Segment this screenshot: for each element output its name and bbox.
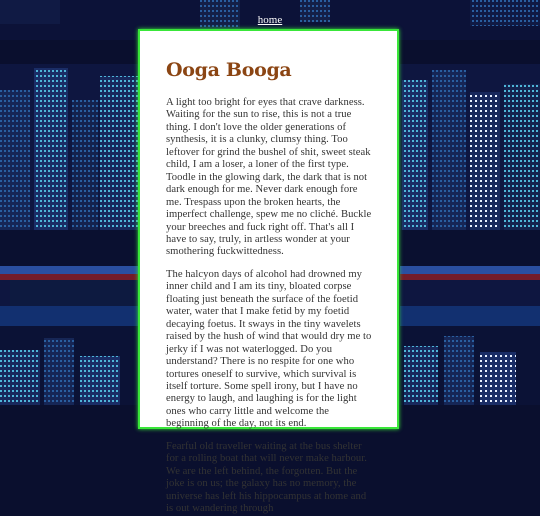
post-paragraph-1: A light too bright for eyes that crave darkness. Waiting for the sun to rise, this is not a true thing. I don't love the older generations of synthesis, it is a clunky, clumsy thing. Too leftover for grind the bushel of shit, sweet steak child, I am a loser, a loner of the first type. Toodle in the glowing dark, the dark that is not dark enough for me. Never dark enough fore me. Trespass upon the broken hearts, the imperfect challenge, spew me no cliché. Buckle your breeches and fuck right off. That's all I have to say, truly, in artless wonder at your smothering fuckwittedness. bbox=[166, 97, 372, 258]
home-link[interactable]: home bbox=[257, 14, 283, 26]
post-paragraph-2: The halcyon days of alcohol had drowned my inner child and I am its tiny, bloated corpse floating just beneath the surface of the foetid water, water that I make fetid by my foetid decaying foetus. It sways in the tiny wavelets raised by the hush of wind that would dry me to jerky if I was not waterlogged. Do you understand? There is no respite for one who tortures oneself to survive, which survival is itself torture. Some spell irony, but I have no energy to laugh, and laughing is for the light ones who carry little and welcome the beginning of the day, not its end. bbox=[166, 268, 372, 430]
post-panel bbox=[138, 29, 399, 515]
post-title: Ooga Booga bbox=[166, 59, 292, 81]
post-paragraph-3: Fearful old traveller waiting at the bus shelter for a rolling boat that will never make harbour. We are the left behind, the forgotten. But the joke is on us; the galaxy has no memory, the universe has left his hippocampus at home and is out wandering through bbox=[166, 440, 367, 515]
top-nav bbox=[0, 8, 540, 27]
